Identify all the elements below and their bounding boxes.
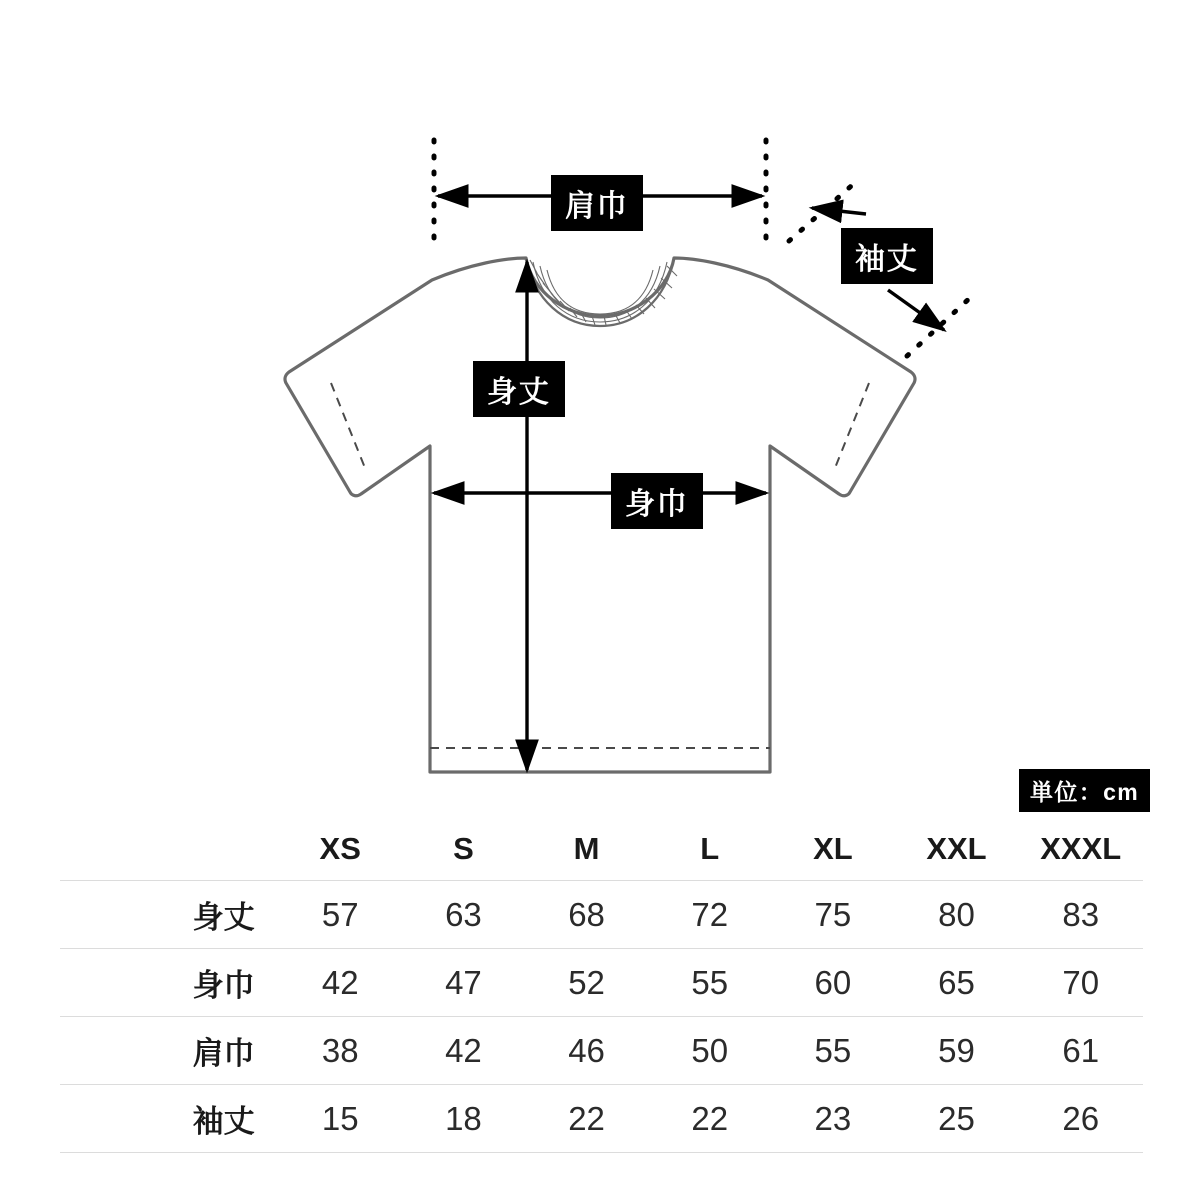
- table-col-s: S: [453, 831, 474, 866]
- label-shoulder-width: 肩巾: [551, 175, 643, 231]
- cell-body-length-xs: 57: [321, 895, 359, 933]
- cell-sleeve-xl: 23: [814, 1099, 852, 1137]
- label-sleeve-length: 袖丈: [841, 228, 933, 284]
- cell-body-width-s: 47: [445, 963, 482, 1001]
- size-table: [60, 818, 1143, 1153]
- cell-sleeve-m: 22: [568, 1099, 605, 1137]
- table-header-row: [60, 818, 1143, 881]
- cell-sleeve-xxxl: 26: [1062, 1099, 1100, 1137]
- cell-body-width-m: 52: [568, 963, 605, 1001]
- row-label-body-length: 身丈: [192, 900, 255, 935]
- cell-shoulder-xxl: 59: [938, 1031, 975, 1069]
- cell-body-length-xxxl: 83: [1062, 895, 1100, 933]
- cell-shoulder-xxxl: 61: [1062, 1031, 1100, 1069]
- shirt-outline: [285, 258, 915, 772]
- table-col-l: L: [700, 831, 720, 866]
- label-unit: 単位：cm: [1019, 769, 1150, 812]
- cell-shoulder-xl: 55: [814, 1031, 852, 1069]
- cell-body-length-xxl: 80: [938, 895, 975, 933]
- row-label-sleeve-length: 袖丈: [192, 1104, 255, 1139]
- cell-body-length-xl: 75: [814, 895, 852, 933]
- table-corner-cell: [60, 818, 279, 881]
- cell-body-width-xl: 60: [814, 963, 852, 1001]
- table-col-m: M: [573, 831, 600, 866]
- table-col-xs: XS: [319, 831, 361, 866]
- sleeve-arrow-lower: [888, 290, 944, 330]
- row-label-body-width: 身巾: [192, 968, 255, 1003]
- table-col-xxl: XXL: [926, 831, 987, 866]
- sleeve-arrow-upper: [812, 208, 866, 214]
- cell-sleeve-l: 22: [691, 1099, 729, 1137]
- cell-sleeve-s: 18: [445, 1099, 482, 1137]
- cell-sleeve-xs: 15: [321, 1099, 359, 1137]
- cell-body-width-xxxl: 70: [1062, 963, 1100, 1001]
- cell-body-width-xs: 42: [321, 963, 359, 1001]
- cell-body-length-s: 63: [445, 895, 482, 933]
- cell-sleeve-xxl: 25: [938, 1099, 975, 1137]
- cell-shoulder-s: 42: [445, 1031, 482, 1069]
- cell-body-width-l: 55: [691, 963, 729, 1001]
- label-body-length: 身丈: [473, 361, 565, 417]
- cell-body-length-l: 72: [691, 895, 729, 933]
- table-row: [60, 1017, 1143, 1085]
- cell-shoulder-m: 46: [568, 1031, 605, 1069]
- table-row: [60, 949, 1143, 1017]
- cell-body-length-m: 68: [568, 895, 605, 933]
- table-col-xxxl: XXXL: [1040, 831, 1122, 866]
- table-col-xl: XL: [813, 831, 853, 866]
- table-row: [60, 1085, 1143, 1153]
- cell-body-width-xxl: 65: [938, 963, 975, 1001]
- row-label-shoulder-width: 肩巾: [192, 1036, 255, 1071]
- label-body-width: 身巾: [611, 473, 703, 529]
- cell-shoulder-xs: 38: [321, 1031, 359, 1069]
- table-row: [60, 881, 1143, 949]
- cell-shoulder-l: 50: [691, 1031, 729, 1069]
